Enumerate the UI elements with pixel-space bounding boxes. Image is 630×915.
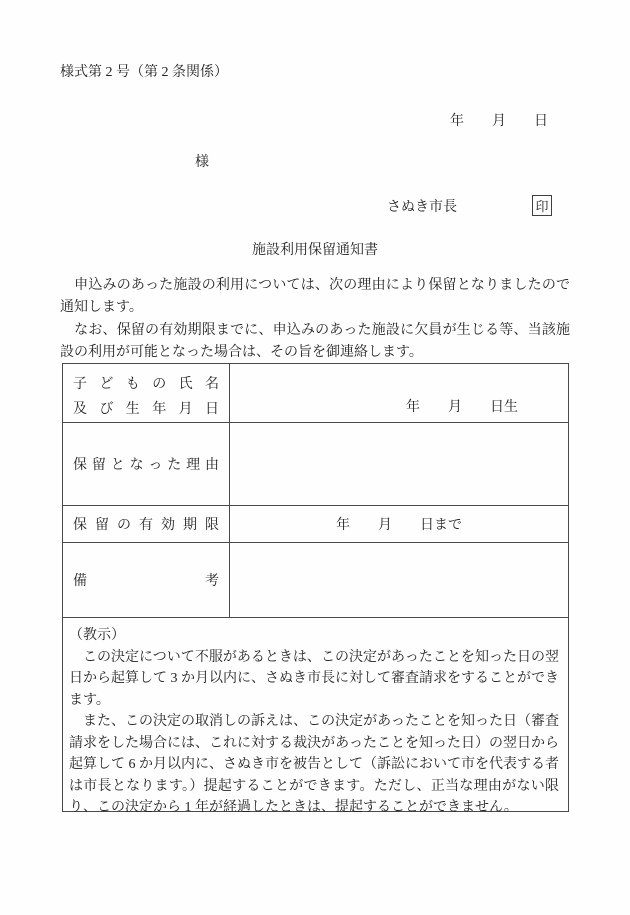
table-row [63, 364, 568, 423]
row-label-line: 保留となった理由 [73, 458, 219, 473]
expiry-date-placeholder: 年 月 日まで [336, 518, 462, 533]
hold-reason-cell [230, 423, 568, 505]
issue-date-line: 年 月 日 [450, 114, 548, 129]
form-table [62, 363, 569, 815]
document-title: 施設利用保留通知書 [252, 243, 378, 258]
notice-section [63, 618, 568, 819]
seal-box [532, 195, 552, 216]
table-row [63, 423, 568, 506]
notice-paragraph: また、この決定の取消しの訴えは、この決定があったことを知った日（審査請求をした場合には、これに対する裁決があったことを知った日）の翌日から起算して 6 か月以内に、さぬき市を被告として（訴訟において市を代表する者は市長となります。）提起することができます。ただし、正当な理由がない限り、この決定から 1 年が経過したときは、提起することができません。 [69, 714, 559, 815]
row-label-remarks [63, 543, 230, 617]
row-label-line: 備考 [73, 574, 219, 589]
table-row [63, 506, 568, 543]
hold-expiry-cell [230, 506, 568, 542]
row-label-hold-reason [63, 423, 230, 505]
birthdate-placeholder: 年 月 日生 [406, 400, 518, 415]
intro-paragraph: 申込みのあった施設の利用については、次の理由により保留となりましたので通知します。 [60, 278, 570, 316]
intro-paragraphs [60, 275, 570, 365]
sender-name: さぬき市長 [387, 200, 457, 215]
table-row [63, 543, 568, 618]
row-label-child-name-birthdate [63, 364, 230, 422]
remarks-cell [230, 543, 568, 617]
form-number: 様式第 2 号（第 2 条関係） [60, 65, 228, 80]
notice-heading: （教示） [69, 628, 125, 643]
intro-paragraph: なお、保留の有効期限までに、申込みのあった施設に欠員が生じる等、当該施設の利用が可能となった場合は、その旨を御連絡します。 [60, 322, 570, 361]
notice-paragraph: この決定について不服があるときは、この決定があったことを知った日の翌日から起算して 3 か月以内に、さぬき市長に対して審査請求をすることができます。 [69, 649, 559, 708]
row-label-line: 保留の有効期限 [73, 518, 219, 533]
row-label-line: 及び生年月日 [73, 402, 219, 417]
addressee-suffix: 様 [195, 155, 209, 170]
seal-icon: 印 [535, 199, 549, 214]
row-label-hold-expiry [63, 506, 230, 542]
row-label-line: 子どもの氏名 [73, 377, 219, 392]
child-name-birthdate-cell [230, 364, 568, 422]
